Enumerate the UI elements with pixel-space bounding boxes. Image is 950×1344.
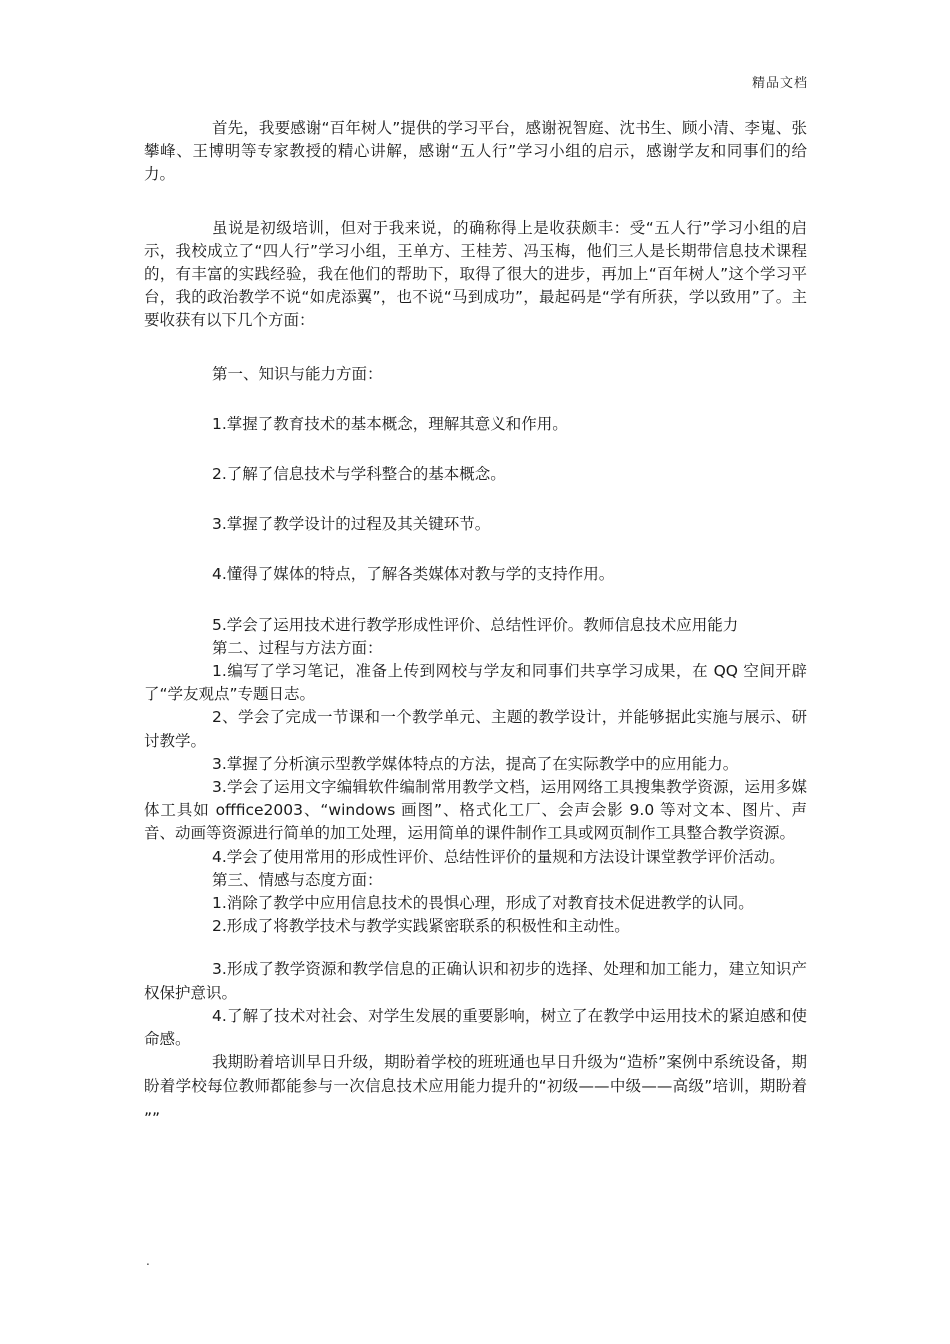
list-item: 3.掌握了教学设计的过程及其关键环节。 [212,515,491,534]
section-heading-attitude: 第三、情感与态度方面： [212,870,383,889]
page-header-label: 精品文档 [751,76,808,91]
document-body [144,117,807,1121]
list-item: 1.掌握了教育技术的基本概念，理解其意义和作用。 [212,414,568,433]
list-item: 2.了解了信息技术与学科整合的基本概念。 [212,465,506,484]
list-item: 3.形成了教学资源和教学信息的正确认识和初步的选择、处理和加工能力，建立知识产权保护意识。 [144,960,807,1002]
page-footer-mark: . [146,1254,150,1268]
list-item: 3.学会了运用文字编辑软件编制常用教学文档，运用网络工具搜集教学资源，运用多媒体工具如 offfice2003、“windows 画图”、格式化工厂、会声会影 9.0 等对文本、图片、声音、动画等资源进行简单的加工处理，运用简单的课件制作工具或网页制作工具整合教学资源。 [144,778,807,843]
list-item: 4.了解了技术对社会、对学生发展的重要影响，树立了在教学中运用技术的紧迫感和使命感。 [144,1006,807,1049]
list-item: 2、学会了完成一节课和一个教学单元、主题的教学设计，并能够据此实施与展示、研讨教学。 [144,708,807,750]
paragraph-closing: 我期盼着培训早日升级，期盼着学校的班班通也早日升级为“造桥”案例中系统设备，期盼着学校每位教师都能参与一次信息技术应用能力提升的“初级——中级——高级”培训，期盼着„„ [144,1053,807,1118]
paragraph-thanks: 首先，我要感谢“百年树人”提供的学习平台，感谢祝智庭、沈书生、顾小清、李嵬、张攀峰、王博明等专家教授的精心讲解，感谢“五人行”学习小组的启示，感谢学友和同事们的给力。 [144,119,807,184]
list-item: 2.形成了将教学技术与教学实践紧密联系的积极性和主动性。 [212,917,630,936]
paragraph-harvest: 虽说是初级培训，但对于我来说，的确称得上是收获颇丰：受“五人行”学习小组的启示，我校成立了“四人行”学习小组，王单方、王桂芳、冯玉梅，他们三人是长期带信息技术课程的，有丰富的实践经验，我在他们的帮助下，取得了很大的进步，再加上“百年树人”这个学习平台，我的政治教学不说“如虎添翼”，也不说“马到成功”，最起码是“学有所获，学以致用”了。主要收获有以下几个方面： [144,218,807,330]
list-item: 1.编写了学习笔记，准备上传到网校与学友和同事们共享学习成果，在 QQ 空间开辟了“学友观点”专题日志。 [144,662,807,704]
list-item: 4.懂得了媒体的特点，了解各类媒体对教与学的支持作用。 [212,565,615,584]
list-item: 1.消除了教学中应用信息技术的畏惧心理，形成了对教育技术促进教学的认同。 [212,894,754,913]
section-heading-knowledge: 第一、知识与能力方面： [212,364,383,383]
list-item: 3.掌握了分析演示型教学媒体特点的方法，提高了在实际教学中的应用能力。 [212,754,739,773]
list-item: 4.学会了使用常用的形成性评价、总结性评价的量规和方法设计课堂教学评价活动。 [212,847,785,866]
section-heading-process: 第二、过程与方法方面： [212,638,383,657]
list-item: 5.学会了运用技术进行教学形成性评价、总结性评价。教师信息技术应用能力 [212,615,739,634]
